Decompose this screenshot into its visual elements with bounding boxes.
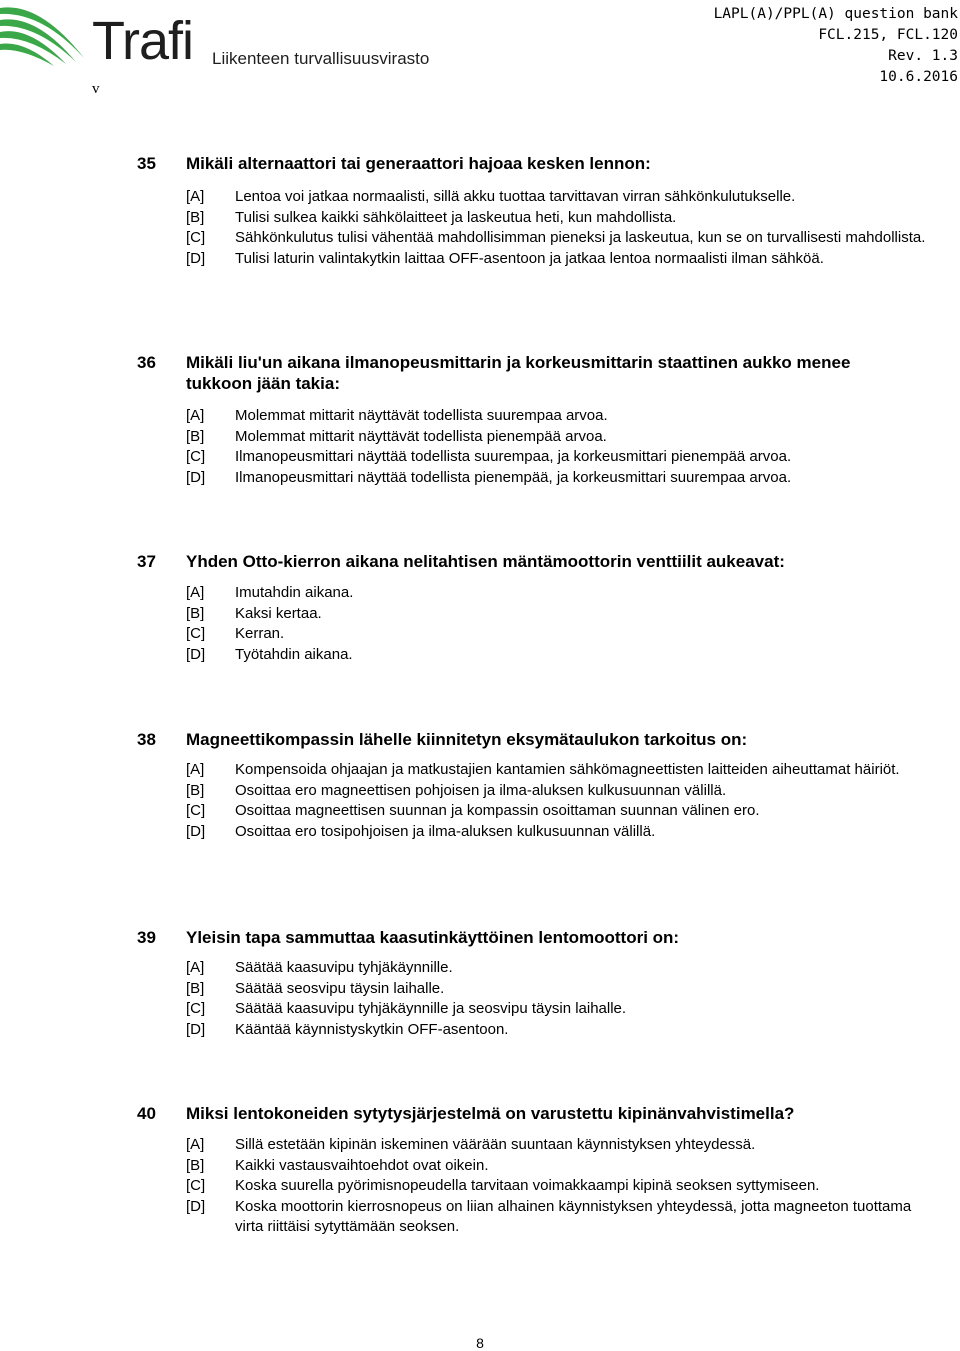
option-text: Kaksi kertaa. xyxy=(235,604,322,622)
trafi-logo xyxy=(0,0,440,100)
option-letter: [D] xyxy=(186,645,206,663)
option-letter: [B] xyxy=(186,604,205,622)
option-letter: [B] xyxy=(186,427,205,445)
option-letter: [A] xyxy=(186,584,205,601)
option-letter: [C] xyxy=(186,625,206,642)
option-c xyxy=(0,624,960,645)
option-letter: [D] xyxy=(186,1197,206,1215)
option-d xyxy=(0,1020,960,1041)
question-number: 37 xyxy=(137,552,156,571)
option-text: Molemmat mittarit näyttävät todellista suurempaa arvoa. xyxy=(235,407,608,424)
question-number: 36 xyxy=(137,353,156,372)
option-text: Koska suurella pyörimisnopeudella tarvitaan voimakkaampi kipinä seoksen syttymiseen. xyxy=(235,1177,820,1194)
option-text: Lentoa voi jatkaa normaalisti, sillä akku tuottaa tarvittavan virran sähkönkulutukselle. xyxy=(235,188,796,205)
option-text: Kompensoida ohjaajan ja matkustajien kantamien sähkömagneettisten laitteiden aiheuttamat häiriöt. xyxy=(235,761,900,778)
option-letter: [D] xyxy=(186,468,206,486)
question-text: Mikäli alternaattori tai generaattori hajoaa kesken lennon: xyxy=(186,154,651,173)
option-letter: [D] xyxy=(186,249,206,267)
document-revision: Rev. 1.3 xyxy=(888,48,958,64)
document-title: LAPL(A)/PPL(A) question bank xyxy=(713,6,958,22)
option-c xyxy=(0,801,960,822)
option-text: Molemmat mittarit näyttävät todellista pienempää arvoa. xyxy=(235,427,607,445)
option-letter: [C] xyxy=(186,448,206,465)
question-number: 39 xyxy=(137,928,156,947)
option-text: Osoittaa ero tosipohjoisen ja ilma-aluksen kulkusuunnan välillä. xyxy=(235,822,656,840)
document-code: FCL.215, FCL.120 xyxy=(818,27,958,43)
option-d xyxy=(0,468,960,489)
option-letter: [B] xyxy=(186,781,205,799)
header-mark: v xyxy=(92,81,100,97)
options-list xyxy=(0,187,960,269)
option-b xyxy=(0,1156,960,1177)
option-b xyxy=(0,604,960,625)
options-list xyxy=(0,583,960,665)
option-d xyxy=(0,249,960,270)
question-number: 38 xyxy=(137,730,156,749)
option-d xyxy=(0,822,960,843)
question-text: Magneettikompassin lähelle kiinnitetyn eksymätaulukon tarkoitus on: xyxy=(186,730,748,749)
option-c xyxy=(0,228,960,249)
option-letter: [A] xyxy=(186,1136,205,1153)
option-c xyxy=(0,1176,960,1197)
option-a xyxy=(0,583,960,604)
option-text: Osoittaa magneettisen suunnan ja kompassin osoittaman suunnan välinen ero. xyxy=(235,802,760,819)
option-c xyxy=(0,447,960,468)
option-b xyxy=(0,979,960,1000)
option-letter: [A] xyxy=(186,959,205,976)
option-text: Säätää seosvipu täysin laihalle. xyxy=(235,979,445,997)
option-letter: [C] xyxy=(186,802,206,819)
option-text: Tulisi sulkea kaikki sähkölaitteet ja laskeutua heti, kun mahdollista. xyxy=(235,208,677,226)
option-text: Osoittaa ero magneettisen pohjoisen ja ilma-aluksen kulkusuunnan välillä. xyxy=(235,781,727,799)
document-header-info xyxy=(638,4,958,88)
option-letter: [D] xyxy=(186,822,206,840)
option-letter: [A] xyxy=(186,761,205,778)
question-number: 40 xyxy=(137,1104,156,1123)
question-text: Yleisin tapa sammuttaa kaasutinkäyttöinen lentomoottori on: xyxy=(186,928,680,947)
question-text: Miksi lentokoneiden sytytysjärjestelmä on varustettu kipinänvahvistimella? xyxy=(186,1104,795,1123)
option-b xyxy=(0,208,960,229)
option-b xyxy=(0,781,960,802)
option-c xyxy=(0,999,960,1020)
options-list xyxy=(0,1135,960,1238)
option-text: Kääntää käynnistyskytkin OFF-asentoon. xyxy=(235,1020,509,1038)
options-list xyxy=(0,958,960,1040)
option-text: Kerran. xyxy=(235,625,285,642)
option-a xyxy=(0,1135,960,1156)
question-text: Yhden Otto-kierron aikana nelitahtisen mäntämoottorin venttiilit aukeavat: xyxy=(186,552,785,571)
logo-subtitle: Liikenteen turvallisuusvirasto xyxy=(212,49,430,68)
question-text: Mikäli liu'un aikana ilmanopeusmittarin ja korkeusmittarin staattinen aukko menee tukkoon jään takia: xyxy=(186,353,851,393)
option-text: Tulisi laturin valintakytkin laittaa OFF-asentoon ja jatkaa lentoa normaalisti ilman sähköä. xyxy=(235,249,824,267)
option-a xyxy=(0,187,960,208)
option-text: Ilmanopeusmittari näyttää todellista suurempaa, ja korkeusmittari pienempää arvoa. xyxy=(235,448,792,465)
option-text: Ilmanopeusmittari näyttää todellista pienempää, ja korkeusmittari suurempaa arvoa. xyxy=(235,468,792,486)
option-text: Työtahdin aikana. xyxy=(235,645,353,663)
trafi-swoosh-icon xyxy=(0,0,92,70)
option-a xyxy=(0,406,960,427)
page-number: 8 xyxy=(476,1335,484,1351)
options-list xyxy=(0,760,960,842)
question-number: 35 xyxy=(137,154,156,173)
option-letter: [A] xyxy=(186,188,205,205)
option-letter: [B] xyxy=(186,1156,205,1174)
option-letter: [C] xyxy=(186,1177,206,1194)
option-text: Kaikki vastausvaihtoehdot ovat oikein. xyxy=(235,1156,489,1174)
option-text: Säätää kaasuvipu tyhjäkäynnille ja seosvipu täysin laihalle. xyxy=(235,1000,627,1017)
option-letter: [B] xyxy=(186,979,205,997)
logo-wordmark: Trafi xyxy=(92,11,193,71)
option-d xyxy=(0,645,960,666)
option-letter: [D] xyxy=(186,1020,206,1038)
document-date: 10.6.2016 xyxy=(879,69,958,85)
option-letter: [C] xyxy=(186,1000,206,1017)
option-text: Sillä estetään kipinän iskeminen väärään suuntaan käynnistyksen yhteydessä. xyxy=(235,1136,756,1153)
option-b xyxy=(0,427,960,448)
option-d xyxy=(0,1197,960,1238)
option-a xyxy=(0,958,960,979)
option-letter: [C] xyxy=(186,229,206,246)
option-text: Sähkönkulutus tulisi vähentää mahdollisimman pieneksi ja laskeutua, kun se on turvallisesti mahdollista. xyxy=(235,229,926,246)
option-text: Säätää kaasuvipu tyhjäkäynnille. xyxy=(235,959,453,976)
option-a xyxy=(0,760,960,781)
option-text: Koska moottorin kierrosnopeus on liian alhainen käynnistyksen yhteydessä, jotta magneeton tuottama virta riittäisi sytyttämään seoksen. xyxy=(235,1197,912,1235)
option-letter: [B] xyxy=(186,208,205,226)
options-list xyxy=(0,406,960,488)
option-letter: [A] xyxy=(186,407,205,424)
option-text: Imutahdin aikana. xyxy=(235,584,354,601)
